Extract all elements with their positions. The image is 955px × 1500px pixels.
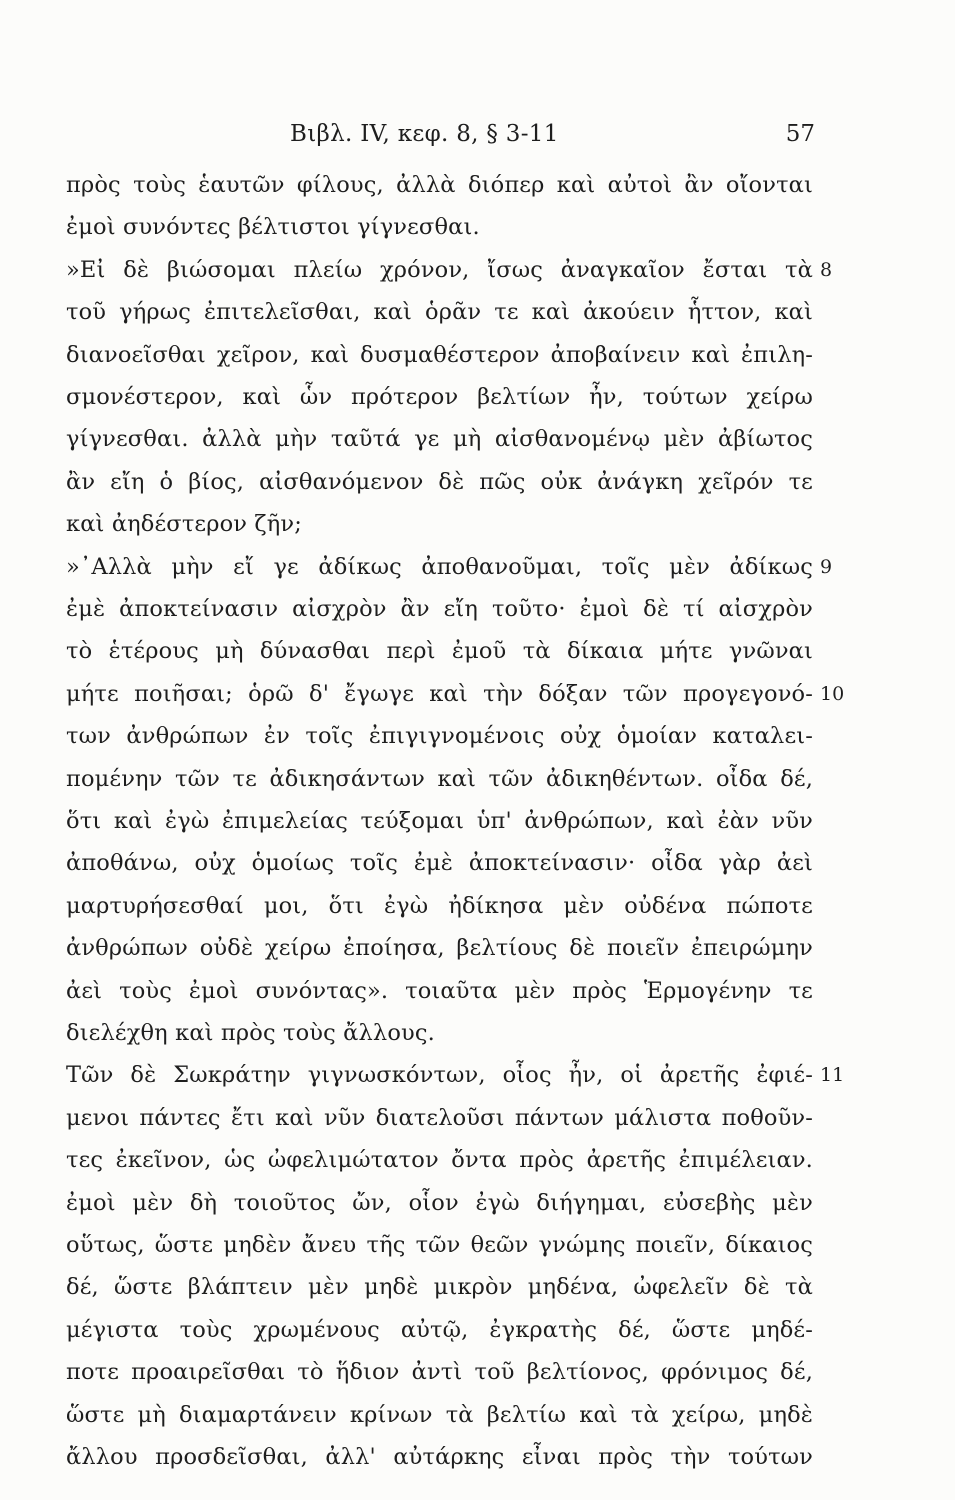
- text-line: γίγνεσθαι. ἀλλὰ μὴν ταῦτά γε μὴ αἰσθανομένῳ μὲν ἀβίωτος: [66, 426, 813, 452]
- text-line: ἐμὲ ἀποκτείνασιν αἰσχρὸν ἂν εἴη τοῦτο· ἐμοὶ δὲ τί αἰσχρὸν: [66, 596, 813, 622]
- text-line: διανοεῖσθαι χεῖρον, καὶ δυσμαθέστερον ἀποβαίνειν καὶ ἐπιλη-: [66, 342, 813, 368]
- text-line: μήτε ποιῆσαι; ὁρῶ δ' ἔγωγε καὶ τὴν δόξαν τῶν προγεγονό-: [66, 681, 813, 707]
- text-line: των ἀνθρώπων ἐν τοῖς ἐπιγιγνομένοις οὐχ ὁμοίαν καταλει-: [66, 723, 813, 749]
- running-head-title: Βιβλ. IV, κεφ. 8, § 3-11: [290, 121, 559, 147]
- text-line: ἂν εἴη ὁ βίος, αἰσθανόμενον δὲ πῶς οὐκ ἀνάγκη χεῖρόν τε: [66, 469, 813, 495]
- text-line: »᾿Αλλὰ μὴν εἴ γε ἀδίκως ἀποθανοῦμαι, τοῖς μὲν ἀδίκως: [66, 554, 813, 580]
- page-number: 57: [785, 121, 815, 147]
- text-line: σμονέστερον, καὶ ὧν πρότερον βελτίων ἦν, τούτων χείρω: [66, 384, 813, 410]
- text-line: τὸ ἑτέρους μὴ δύνασθαι περὶ ἐμοῦ τὰ δίκαια μήτε γνῶναι: [66, 638, 813, 664]
- section-number: 8: [820, 259, 833, 281]
- section-number: 10: [820, 683, 845, 705]
- text-line: διελέχθη καὶ πρὸς τοὺς ἄλλους.: [66, 1020, 435, 1046]
- text-line: οὕτως, ὥστε μηδὲν ἄνευ τῆς τῶν θεῶν γνώμης ποιεῖν, δίκαιος: [66, 1232, 813, 1258]
- text-line: τες ἐκεῖνον, ὡς ὠφελιμώτατον ὄντα πρὸς ἀρετῆς ἐπιμέλειαν.: [66, 1147, 813, 1173]
- section-number: 11: [820, 1064, 845, 1086]
- text-line: μέγιστα τοὺς χρωμένους αὐτῷ, ἐγκρατὴς δέ, ὥστε μηδέ-: [66, 1317, 813, 1343]
- text-line: καὶ ἀηδέστερον ζῆν;: [66, 511, 302, 537]
- text-line: ὅτι καὶ ἐγὼ ἐπιμελείας τεύξομαι ὑπ' ἀνθρώπων, καὶ ἐὰν νῦν: [66, 808, 813, 834]
- text-line: δέ, ὥστε βλάπτειν μὲν μηδὲ μικρὸν μηδένα, ὠφελεῖν δὲ τὰ: [66, 1274, 813, 1300]
- text-line: »Εἰ δὲ βιώσομαι πλείω χρόνον, ἴσως ἀναγκαῖον ἔσται τὰ: [66, 257, 813, 283]
- text-line: μενοι πάντες ἔτι καὶ νῦν διατελοῦσι πάντων μάλιστα ποθοῦν-: [66, 1105, 813, 1131]
- text-line: ποτε προαιρεῖσθαι τὸ ἥδιον ἀντὶ τοῦ βελτίονος, φρόνιμος δέ,: [66, 1359, 813, 1385]
- text-line: πομένην τῶν τε ἀδικησάντων καὶ τῶν ἀδικηθέντων. οἶδα δέ,: [66, 766, 813, 792]
- text-line: ὥστε μὴ διαμαρτάνειν κρίνων τὰ βελτίω καὶ τὰ χείρω, μηδὲ: [66, 1402, 813, 1428]
- text-line: ἀποθάνω, οὐχ ὁμοίως τοῖς ἐμὲ ἀποκτείνασιν· οἶδα γὰρ ἀεὶ: [66, 850, 813, 876]
- text-line: μαρτυρήσεσθαί μοι, ὅτι ἐγὼ ἠδίκησα μὲν οὐδένα πώποτε: [66, 893, 813, 919]
- text-line: ἄλλου προσδεῖσθαι, ἀλλ' αὐτάρκης εἶναι πρὸς τὴν τούτων: [66, 1444, 813, 1470]
- text-line: τοῦ γήρως ἐπιτελεῖσθαι, καὶ ὁρᾶν τε καὶ ἀκούειν ἧττον, καὶ: [66, 299, 813, 325]
- text-line: ἐμοὶ συνόντες βέλτιστοι γίγνεσθαι.: [66, 214, 480, 240]
- text-line: ἀεὶ τοὺς ἐμοὶ συνόντας». τοιαῦτα μὲν πρὸς Ἑρμογένην τε: [66, 978, 813, 1004]
- text-line: ἀνθρώπων οὐδὲ χείρω ἐποίησα, βελτίους δὲ ποιεῖν ἐπειρώμην: [66, 935, 813, 961]
- text-line: ἐμοὶ μὲν δὴ τοιοῦτος ὤν, οἷον ἐγὼ διήγημαι, εὐσεβὴς μὲν: [66, 1190, 813, 1216]
- section-number: 9: [820, 556, 833, 578]
- text-line: Τῶν δὲ Σωκράτην γιγνωσκόντων, οἷος ἦν, οἱ ἀρετῆς ἐφιέ-: [66, 1062, 813, 1088]
- text-line: πρὸς τοὺς ἑαυτῶν φίλους, ἀλλὰ διόπερ καὶ αὐτοὶ ἂν οἴονται: [66, 172, 813, 198]
